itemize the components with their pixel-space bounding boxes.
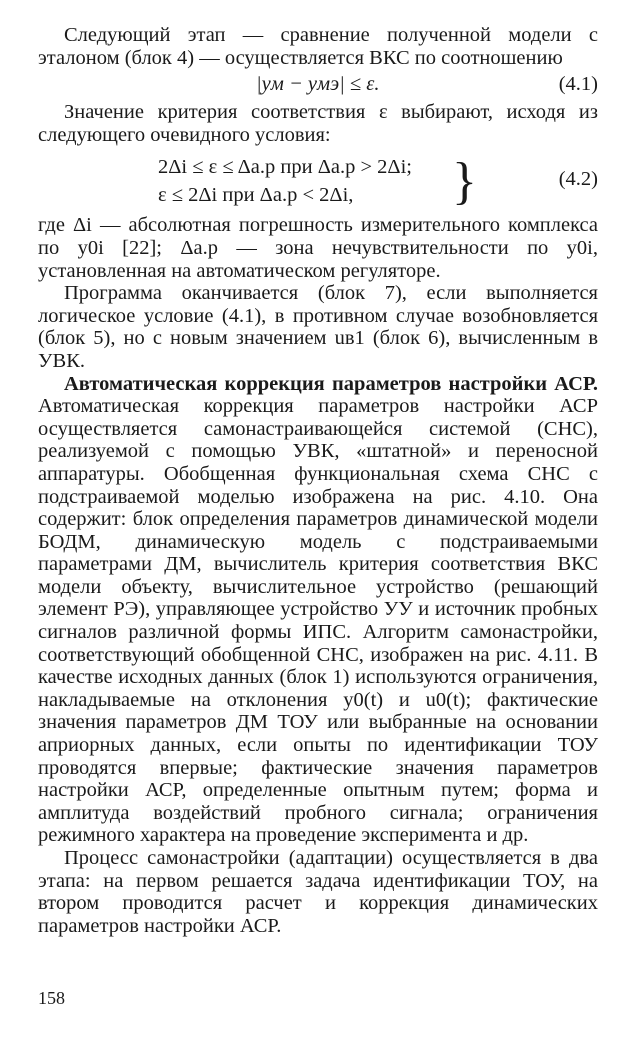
formula-4-2-number: (4.2): [558, 168, 598, 191]
formula-4-1-number: (4.1): [558, 73, 598, 96]
formula-4-2-line-1: 2Δi ≤ ε ≤ Δа.р при Δа.р > 2Δi;: [158, 156, 412, 179]
paragraph-automatic-correction-body: Автоматическая коррекция параметров настройки АСР осуществляется самонастраивающейся системой (СНС), реализуемой с помощью УВК, «штатной» и переносной аппаратуры. Обобщенная функциональная схема СНС с подстраиваемой моделью изображена на рис. 4.10. Она содержит: блок определения параметров динамической модели БОДМ, динамическую модель с подстраиваемыми параметрами ДМ, вычислитель критерия соответствия ВКС модели объекту, вычислительное устройство (решающий элемент РЭ), управляющее устройство УУ и источник пробных сигналов различной формы ИПС. Алгоритм самонастройки, соответствующий обобщенной СНС, изображен на рис. 4.11. В качестве исходных данных (блок 1) используются ограничения, накладываемые на отклонения y0(t) и u0(t); фактические значения параметров ДМ ТОУ или выбранные на основании априорных данных, если опыты по идентификации ТОУ проводятся впервые; фактические значения параметров настройки АСР, определенные опытным путем; форма и амплитуда воздействий пробного сигнала; ограничения режимного характера на проведение эксперимента и др.: [38, 395, 598, 847]
paragraph-program-ends: Программа оканчивается (блок 7), если выполняется логическое условие (4.1), в противном случае возобновляется (блок 5), но с новым значением uв1 (блок 6), вычисленным в УВК.: [38, 282, 598, 372]
paragraph-criterion-choice: Значение критерия соответствия ε выбирают, исходя из следующего очевидного условия:: [38, 101, 598, 146]
section-heading: Автоматическая коррекция параметров настройки АСР.: [64, 372, 598, 395]
paragraph-self-tuning-process: Процесс самонастройки (адаптации) осуществляется в два этапа: на первом решается задача идентификации ТОУ, на втором проводится расчет и коррекция динамических параметров настройки АСР.: [38, 847, 598, 937]
formula-4-2: [38, 153, 598, 212]
paragraph-automatic-correction: [38, 373, 598, 847]
formula-4-1-expression: |yм − yмэ| ≤ ε.: [256, 73, 380, 96]
formula-4-1: [38, 72, 598, 96]
paragraph-where-definitions: где Δi — абсолютная погрешность измерительного комплекса по y0i [22]; Δа.р — зона нечувствительности по y0i, установленная на автоматическом регуляторе.: [38, 214, 598, 282]
paragraph-comparison-stage: Следующий этап — сравнение полученной модели с эталоном (блок 4) — осуществляется ВКС по соотношению: [38, 24, 598, 69]
page-number: 158: [38, 988, 65, 1008]
formula-4-2-line-2: ε ≤ 2Δi при Δа.р < 2Δi,: [158, 184, 354, 207]
formula-4-2-brace: }: [452, 153, 477, 211]
